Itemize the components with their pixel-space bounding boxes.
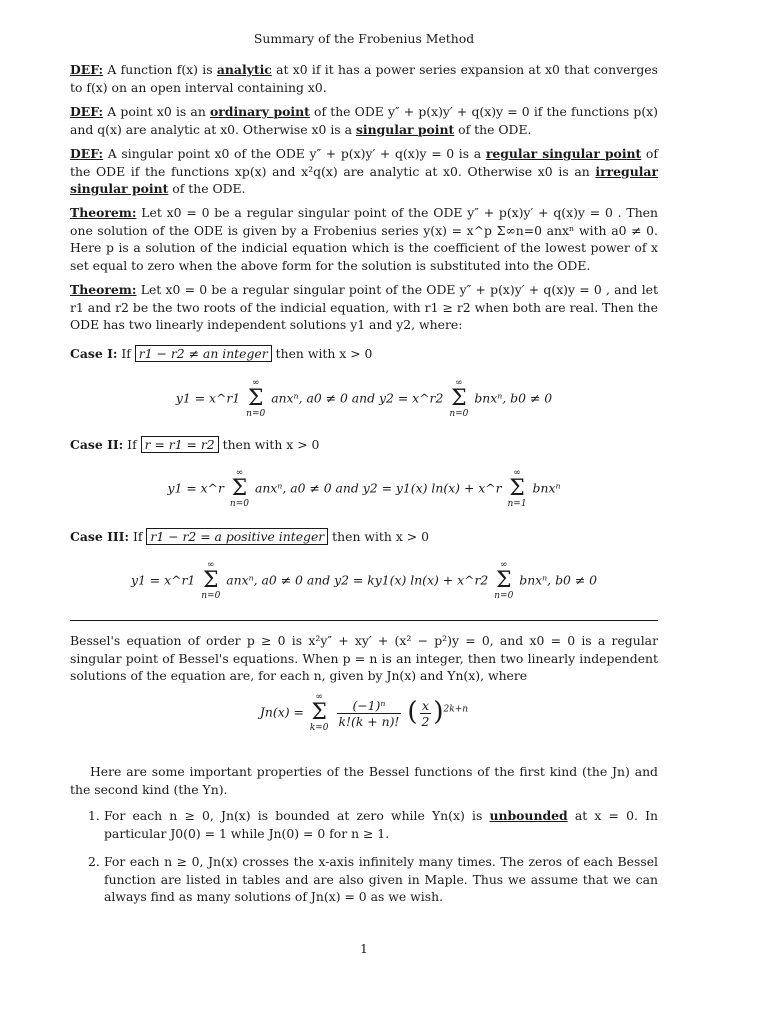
def-label: DEF: <box>70 146 104 161</box>
eq-part: bnxⁿ, b0 ≠ 0 <box>474 390 553 406</box>
definition-regular-singular-point <box>70 145 658 198</box>
case-condition-box: r = r1 = r2 <box>141 436 219 453</box>
properties-intro: Here are some important properties of the Bessel functions of the first kind (the Jn) and the second kind (the Yn). <box>70 764 658 797</box>
case-1-equation <box>70 378 658 420</box>
sum-symbol: ∞ Σ n=0 <box>246 378 266 419</box>
section-divider <box>70 620 658 621</box>
def-label: DEF: <box>70 62 104 77</box>
sum-symbol: ∞ Σ n=0 <box>229 468 249 509</box>
theorem-text: Let x0 = 0 be a regular singular point of the ODE y″ + p(x)y′ + q(x)y = 0 . Then one solution of the ODE is given by a Frobenius series y(x) = x^p Σ∞n=0 anxⁿ with a0 ≠ 0. Here p is a solution of the indicial equation which is the coefficient of the lowest power of x set equal to zero when the above form for the solution is substituted into the ODE. <box>70 205 658 273</box>
definition-ordinary-point <box>70 103 658 138</box>
def-text: A singular point x0 of the ODE y″ + p(x)y′ + q(x)y = 0 is a <box>103 146 486 161</box>
term-ordinary-point: ordinary point <box>209 104 310 119</box>
fraction: $\frac{\text{(−1)ⁿ}}{k!(k + n)!}$ <box>338 697 400 729</box>
term-regular-singular-point: regular singular point <box>485 146 642 161</box>
eq-part: y1 = x^r <box>167 480 224 496</box>
eq-part: anxⁿ, a0 ≠ 0 and y2 = x^r2 <box>271 390 444 406</box>
def-text: of the ODE y″ + p(x)y′ + q(x)y = 0 if the functions p(x) and q(x) are analytic at x0. Otherwise x0 is a <box>70 104 658 137</box>
sum-symbol: ∞ Σ k=0 <box>309 692 329 733</box>
right-paren: ) <box>433 697 444 728</box>
theorem-frobenius-series <box>70 204 658 274</box>
list-item <box>88 807 658 842</box>
bessel-equation <box>70 692 658 734</box>
case-text: If <box>129 529 147 544</box>
case-label: Case III: <box>70 529 130 544</box>
def-text: of the ODE. <box>168 181 246 197</box>
sum-symbol: ∞ Σ n=0 <box>494 560 514 601</box>
fraction: $\frac{x}{2}$ <box>421 697 430 729</box>
eq-part: bnxⁿ <box>532 480 561 496</box>
theorem-two-solutions <box>70 281 658 334</box>
case-label: Case I: <box>70 346 118 361</box>
case-condition-box: r1 − r2 = a positive integer <box>146 528 328 545</box>
definition-analytic <box>70 61 658 96</box>
list-item <box>88 853 658 906</box>
list-number: 2. <box>88 854 100 869</box>
case-text: If <box>117 346 135 361</box>
eq-part: Jn(x) = <box>259 704 304 720</box>
eq-part: y1 = x^r1 <box>130 572 196 588</box>
bessel-paragraph: Bessel's equation of order p ≥ 0 is x²y″ + xy′ + (x² − p²)y = 0, and x0 = 0 is a regular singular point of Bessel's equations. When p = n is an integer, then two linearly independent solutions of the equation are, for each n, given by Jn(x) and Yn(x), where <box>70 633 658 684</box>
eq-part: bnxⁿ, b0 ≠ 0 <box>519 572 598 588</box>
case-1-heading <box>70 345 658 363</box>
eq-part: y1 = x^r1 <box>175 390 241 406</box>
def-text: of the ODE. <box>454 121 532 137</box>
case-3-equation <box>70 560 658 602</box>
sum-symbol: ∞ Σ n=0 <box>201 560 221 601</box>
case-2-heading <box>70 436 658 454</box>
term-analytic: analytic <box>216 62 272 77</box>
def-text: A point x0 is an <box>103 104 210 119</box>
sum-symbol: ∞ Σ n=0 <box>449 378 469 419</box>
eq-part: anxⁿ, a0 ≠ 0 and y2 = y1(x) ln(x) + x^r <box>254 480 502 496</box>
term-singular-point: singular point <box>355 121 455 137</box>
case-2-equation <box>70 468 658 510</box>
def-text: of the ODE if the functions xp(x) and x²q(x) are analytic at x0. Otherwise x0 is an <box>70 146 658 179</box>
case-3-heading <box>70 528 658 546</box>
term-unbounded: unbounded <box>489 808 568 823</box>
def-label: DEF: <box>70 104 104 119</box>
list-text: For each n ≥ 0, Jn(x) crosses the x-axis infinitely many times. The zeros of each Bessel function are listed in tables and are also given in Maple. Thus we assume that we can always find as many solutions of Jn(x) = 0 as we wish. <box>104 854 658 905</box>
theorem-text: Let x0 = 0 be a regular singular point of the ODE y″ + p(x)y′ + q(x)y = 0 , and let r1 and r2 be the two roots of the indicial equation, with r1 ≥ r2 when both are real. Then the ODE has two linearly independent solutions y1 and y2, where: <box>70 282 658 333</box>
page-number: 1 <box>360 941 368 956</box>
eq-part: anxⁿ, a0 ≠ 0 and y2 = ky1(x) ln(x) + x^r2 <box>226 572 489 588</box>
case-condition-box: r1 − r2 ≠ an integer <box>135 345 272 362</box>
left-paren: ( <box>407 697 418 728</box>
theorem-label: Theorem: <box>70 282 137 297</box>
case-label: Case II: <box>70 437 124 452</box>
list-number: 1. <box>88 808 100 823</box>
sum-symbol: ∞ Σ n=1 <box>507 468 527 509</box>
list-text: For each n ≥ 0, Jn(x) is bounded at zero while Yn(x) is unbounded at x = 0. In particular J0(0) = 1 while Jn(0) = 0 for n ≥ 1. <box>104 808 658 841</box>
page-title: Summary of the Frobenius Method <box>253 31 475 46</box>
def-text: at x0 if it has a power series expansion at x0 that converges to f(x) on an open interval containing x0. <box>70 62 658 95</box>
def-text: A function f(x) is <box>103 62 217 77</box>
theorem-label: Theorem: <box>70 205 137 220</box>
case-text: then with x > 0 <box>218 437 320 452</box>
exponent: 2k+n <box>443 704 469 715</box>
case-text: then with x > 0 <box>328 529 429 544</box>
case-text: If <box>123 437 141 452</box>
term-irregular-singular-point: irregular singular point <box>70 163 658 197</box>
case-text: then with x > 0 <box>271 346 373 361</box>
